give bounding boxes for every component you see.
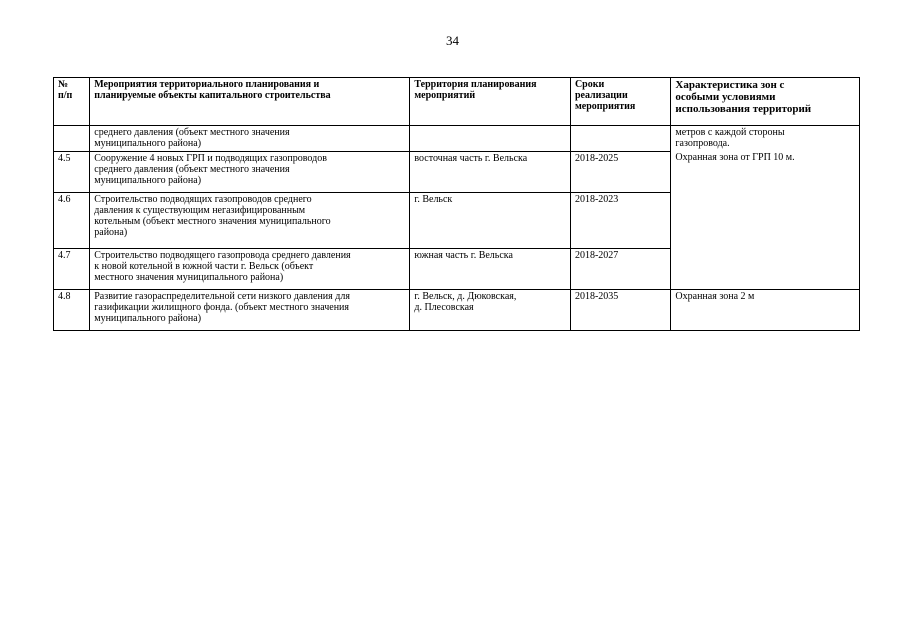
header-measures [90, 78, 410, 126]
planning-measures-table [53, 77, 860, 331]
cell-measure [90, 249, 410, 290]
cell-measure [90, 126, 410, 152]
cell-text: восточная часть г. Вельска [414, 153, 528, 164]
header-text: Территория планирования [414, 79, 537, 90]
cell-text: местного значения муниципального района) [94, 272, 284, 283]
cell-measure [90, 152, 410, 193]
header-term [570, 78, 670, 126]
cell-measure [90, 193, 410, 249]
header-zone [671, 78, 860, 126]
cell-text: г. Вельск, д. Дюковская, [414, 291, 517, 302]
cell-text: муниципального района) [94, 313, 202, 324]
cell-text: муниципального района) [94, 175, 202, 186]
cell-text: газопровода. [675, 138, 730, 149]
cell-territory [410, 126, 571, 152]
header-text: № [58, 79, 69, 90]
cell-number: 4.5 [54, 152, 90, 193]
cell-text: Строительство подводящего газопровода среднего давления [94, 250, 351, 261]
header-text: Характеристика зон с [675, 79, 785, 91]
cell-text: южная часть г. Вельска [414, 250, 513, 261]
header-number [54, 78, 90, 126]
page-number: 34 [446, 33, 459, 48]
cell-zone-merged [671, 126, 860, 290]
header-text: планируемые объекты капитального строительства [94, 90, 331, 101]
cell-term: 2018-2023 [570, 193, 670, 249]
cell-text: района) [94, 227, 128, 238]
header-text: п/п [58, 90, 73, 101]
cell-number: 4.6 [54, 193, 90, 249]
cell-number [54, 126, 90, 152]
cell-text: Охранная зона от ГРП 10 м. [675, 152, 795, 163]
cell-text: давления к существующим негазифицированным [94, 205, 306, 216]
cell-text: Сооружение 4 новых ГРП и подводящих газопроводов [94, 153, 327, 164]
table-row [54, 290, 860, 331]
cell-territory [410, 290, 571, 331]
cell-text: среднего давления (объект местного значения [94, 164, 290, 175]
cell-number: 4.8 [54, 290, 90, 331]
cell-text: котельным (объект местного значения муниципального [94, 216, 331, 227]
cell-text: газификации жилищного фонда. (объект местного значения [94, 302, 350, 313]
cell-term: 2018-2025 [570, 152, 670, 193]
cell-text: муниципального района) [94, 138, 202, 149]
header-text: мероприятия [574, 101, 636, 112]
cell-term [570, 126, 670, 152]
cell-territory [410, 193, 571, 249]
cell-text: д. Плесовская [414, 302, 474, 313]
cell-territory [410, 249, 571, 290]
cell-text: среднего давления (объект местного значения [94, 127, 290, 138]
cell-territory [410, 152, 571, 193]
cell-number: 4.7 [54, 249, 90, 290]
cell-text: Строительство подводящих газопроводов среднего [94, 194, 312, 205]
header-text: особыми условиями [675, 91, 776, 103]
cell-zone: Охранная зона 2 м [671, 290, 860, 331]
cell-text: к новой котельной в южной части г. Вельск (объект [94, 261, 314, 272]
table-row [54, 126, 860, 152]
header-text: мероприятий [414, 90, 476, 101]
cell-text: метров с каждой стороны [675, 127, 785, 138]
header-text: использования территорий [675, 103, 812, 115]
cell-text: Развитие газораспределительной сети низкого давления для [94, 291, 350, 302]
header-text: Мероприятия территориального планирования и [94, 79, 320, 90]
header-territory [410, 78, 571, 126]
cell-measure [90, 290, 410, 331]
cell-text: г. Вельск [414, 194, 453, 205]
header-text: Сроки [574, 79, 605, 90]
cell-term: 2018-2027 [570, 249, 670, 290]
cell-term: 2018-2035 [570, 290, 670, 331]
header-text: реализации [574, 90, 628, 101]
table-header-row [54, 78, 860, 126]
